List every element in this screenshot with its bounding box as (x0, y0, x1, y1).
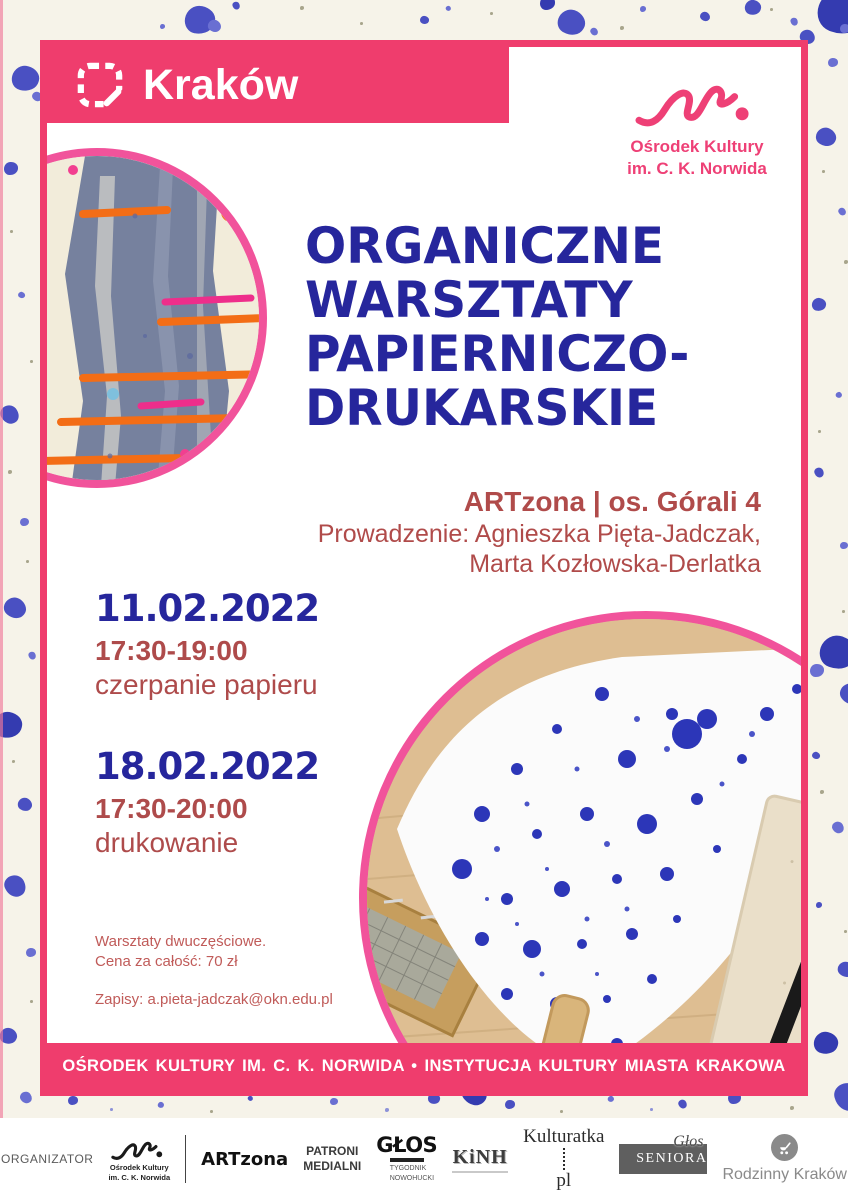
poster-card (40, 40, 808, 1096)
venue-block (241, 485, 761, 579)
paint-splatter (4, 162, 18, 175)
paint-splatter (836, 679, 848, 709)
title-line-4: DRUKARSKIE (305, 379, 659, 437)
paint-splatter (840, 542, 848, 549)
partner-glos-logo (376, 1135, 437, 1182)
workshop-photo-graphic (367, 619, 808, 1096)
session-2-date: 18.02.2022 (95, 745, 320, 788)
paint-splatter (26, 948, 36, 957)
glos-sub-line1: TYGODNIK (389, 1165, 427, 1173)
paint-splatter (620, 26, 624, 30)
paint-splatter (30, 360, 33, 363)
paint-splatter (811, 750, 822, 760)
paint-splatter (650, 1108, 653, 1111)
paint-splatter (300, 6, 304, 10)
paint-splatter (844, 930, 847, 933)
session-2-activity: drukowanie (95, 827, 239, 858)
paint-splatter (835, 391, 843, 399)
title-line-3: PAPIERNICZO- (305, 325, 690, 383)
paint-splatter (12, 760, 15, 763)
paint-splatter (0, 593, 30, 623)
norwid-logo-line1: Ośrodek Kultury (630, 137, 764, 156)
paint-splatter (589, 26, 599, 37)
paint-splatter (419, 15, 430, 26)
partner-glos-seniora-logo (619, 1133, 708, 1174)
paint-splatter (30, 1000, 33, 1003)
krakow-city-logo-icon (77, 62, 123, 108)
paint-splatter (20, 518, 29, 526)
paint-splatter (490, 12, 493, 15)
paint-splatter (385, 1108, 389, 1112)
kulturatka-tld: pl (556, 1170, 572, 1191)
paint-splatter (820, 790, 824, 794)
paint-splatter (560, 1110, 563, 1113)
krakow-logo-text: Kraków (143, 60, 299, 109)
paint-splatter (813, 466, 825, 479)
logo-divider (185, 1135, 186, 1183)
paint-splatter (8, 470, 12, 474)
workshop-photo-circle-image (359, 611, 808, 1096)
media-patrons-line1: PATRONI (306, 1144, 359, 1158)
session-1-date: 11.02.2022 (95, 587, 320, 630)
paint-splatter (698, 10, 712, 24)
paint-splatter (828, 58, 838, 67)
glos-sub-line2: NOWOHUCKI (389, 1174, 435, 1182)
session-2-time: 17:30-20:00 (95, 793, 248, 824)
footer-bar (47, 1043, 801, 1089)
partner-kulturatka-logo (523, 1126, 604, 1192)
partner-norwid-line1: Ośrodek Kultury (109, 1163, 169, 1173)
paint-splatter (16, 795, 35, 814)
paint-splatter (832, 1080, 848, 1114)
paint-splatter (818, 430, 821, 433)
paint-splatter (743, 0, 762, 17)
poster-title (305, 219, 790, 435)
footer-bar-text: OŚRODEK KULTURY IM. C. K. NORWIDA • INSTYTUCJA KULTURY MIASTA KRAKOWA (62, 1056, 786, 1075)
details-line1: Warsztaty dwuczęściowe. (95, 933, 267, 950)
paint-splatter (816, 902, 822, 908)
paint-splatter (10, 230, 13, 233)
paint-splatter (157, 1101, 165, 1109)
paint-splatter (0, 402, 22, 427)
media-patrons-line2: MEDIALNI (303, 1159, 362, 1173)
norwid-signature-icon (632, 73, 762, 131)
kinh-logo-text: KiNH (452, 1145, 508, 1168)
paint-splatter (554, 5, 590, 40)
kulturatka-name: Kulturatka (523, 1126, 605, 1147)
paint-splatter (789, 17, 798, 27)
paint-splatter (1, 872, 29, 900)
paint-splatter (640, 6, 646, 12)
session-item-2 (95, 745, 319, 859)
sessions-list (95, 587, 319, 903)
partner-artzona-logo: ARTzona (201, 1148, 289, 1170)
paint-splatter (330, 1098, 338, 1105)
paint-splatter (812, 1029, 841, 1057)
session-1-time: 17:30-19:00 (95, 635, 248, 666)
krakow-header-bar (47, 47, 509, 123)
session-1-activity: czerpanie papieru (95, 669, 318, 700)
paint-splatter (811, 297, 827, 312)
partner-logos-band (0, 1118, 848, 1200)
paint-splatter (790, 1106, 794, 1110)
paint-splatter (110, 1108, 113, 1111)
session-item-1 (95, 587, 319, 701)
partner-norwid-line2: im. C. K. Norwida (108, 1173, 171, 1182)
left-edge-line (0, 0, 3, 1200)
paint-splatter (810, 664, 824, 677)
paint-splatter (26, 560, 29, 563)
organizer-label: ORGANIZATOR (1, 1152, 94, 1166)
paint-splatter (18, 1089, 34, 1105)
paint-splatter (540, 0, 555, 10)
paint-splatter (360, 22, 363, 25)
facilitators-line2: Marta Kozłowska-Derlatka (469, 550, 761, 578)
facilitators-line1: Prowadzenie: Agnieszka Pięta-Jadczak, (317, 520, 761, 548)
abstract-art-circle-image (40, 148, 267, 488)
paint-splatter (830, 820, 846, 836)
venue-location: ARTzona | os. Górali 4 (463, 486, 761, 517)
paint-splatter (812, 0, 848, 41)
paint-splatter (844, 260, 848, 264)
paint-splatter (677, 1098, 688, 1110)
paint-splatter (837, 206, 847, 217)
paint-splatter (17, 291, 26, 300)
partner-norwid-logo (108, 1135, 170, 1183)
paint-splatter (835, 958, 848, 980)
paint-splatter (840, 24, 848, 33)
paint-splatter (68, 1096, 78, 1105)
paint-splatter (0, 710, 24, 740)
norwid-logo-line2: im. C. K. Norwida (627, 159, 767, 179)
paint-splatter (505, 1100, 515, 1109)
glos-seniora-caps: SENIORA (636, 1151, 708, 1167)
paint-splatter (9, 63, 42, 94)
paint-splatter (842, 610, 845, 613)
paint-splatter (445, 5, 452, 12)
details-line2: Cena za całość: 70 zł (95, 953, 238, 970)
title-line-1: ORGANICZNE (305, 217, 665, 275)
paint-splatter (27, 651, 37, 661)
title-line-2: WARSZTATY (305, 271, 633, 329)
glos-logo-bar (390, 1158, 424, 1162)
media-patrons-label (303, 1144, 361, 1174)
paint-splatter (210, 1110, 213, 1113)
details-block (95, 932, 333, 1010)
rodzinny-krakow-text: Rodzinny Kraków (722, 1166, 847, 1183)
signup-email[interactable]: Zapisy: a.pieta-jadczak@okn.edu.pl (95, 991, 333, 1008)
glos-logo-text: GŁOS (376, 1133, 438, 1158)
kulturatka-divider (563, 1148, 565, 1170)
glos-seniora-script: Głos (673, 1133, 704, 1150)
norwid-signature-small-icon (110, 1135, 168, 1163)
kinh-logo-underline (452, 1171, 508, 1173)
rodzinny-krakow-icon (771, 1134, 798, 1161)
paint-splatter (770, 8, 773, 11)
partner-rodzinny-krakow-logo (722, 1134, 847, 1184)
abstract-art-graphic (40, 156, 267, 488)
partner-kinh-logo (452, 1146, 508, 1173)
paint-splatter (822, 170, 825, 173)
paint-splatter (160, 24, 165, 29)
norwid-logo (607, 73, 787, 180)
paint-splatter (231, 1, 241, 11)
paint-splatter (813, 124, 840, 150)
